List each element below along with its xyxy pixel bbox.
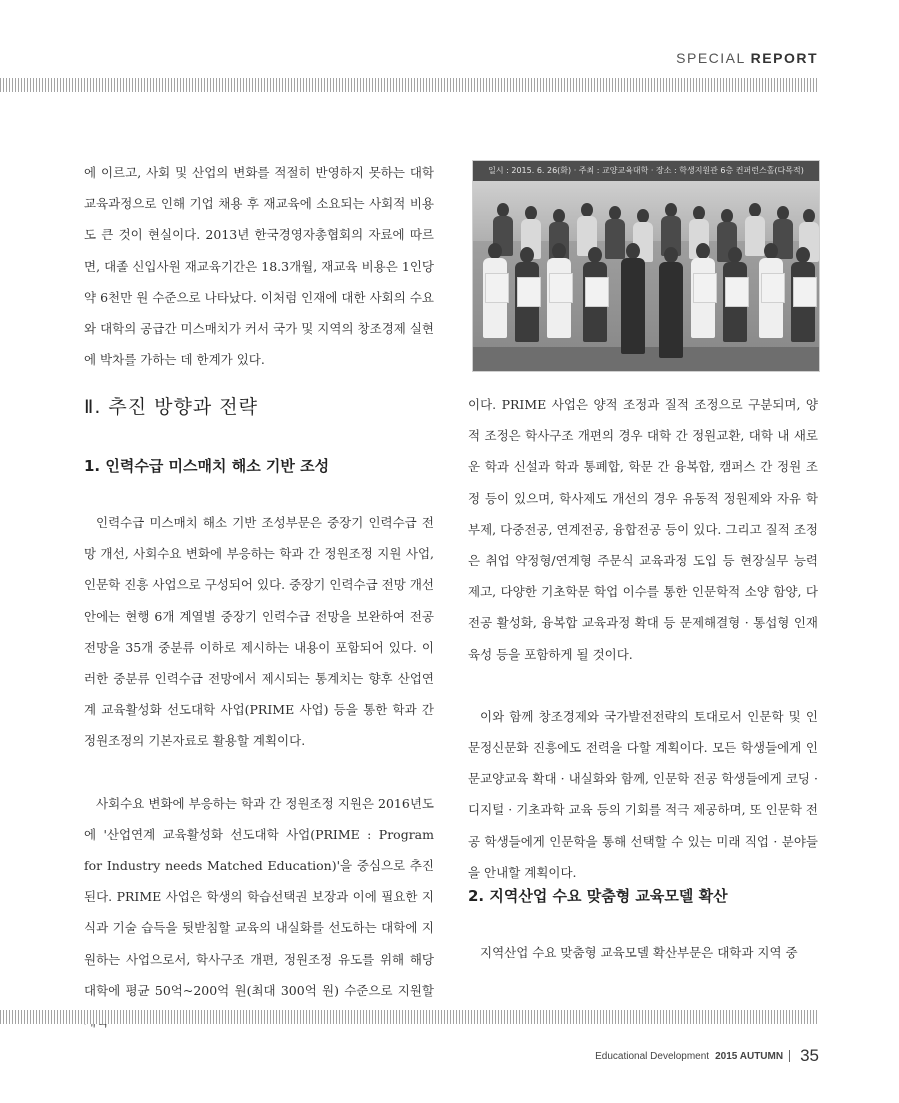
paragraph-prime-continued: 이다. PRIME 사업은 양적 조정과 질적 조정으로 구분되며, 양적 조정은 학사구조 개편의 경우 대학 간 정원교환, 대학 내 새로운 학과 신설과 학과 통폐합, 학문 간 융복합, 캠퍼스 간 정원 조정 등이 있으며, 학사제도 개선의 경우 유동적 정원제와 자유 학부제, 다중전공, 연계전공, 융합전공 등이 있다. 그리고 질적 조정은 취업 약정형/연계형 주문식 교육과정 도입 등 현장실무 능력 제고, 다양한 기초학문 학업 이수를 통한 인문학적 소양 함양, 다전공 활성화, 융복합 교육과정 확대 등 문제해결형 · 통섭형 인재 육성 등을 포함하게 될 것이다. — [468, 397, 818, 662]
section-title: Ⅱ. 추진 방향과 전략 — [84, 396, 258, 418]
page-number: 35 — [800, 1046, 819, 1065]
paragraph-humanities: 이와 함께 창조경제와 국가발전전략의 토대로서 인문학 및 인문정신문화 진흥에도 전력을 다할 계획이다. 모든 학생들에게 인문교양교육 확대 · 내실화와 함께, 인문학 전공 학생들에게 코딩 · 디지털 · 기초과학 교육 등의 기회를 적극 제공하며, 또 인문학 전공 학생들에게 인문학을 통해 선택할 수 있는 미래 직업 · 분야들을 안내할 계획이다. — [468, 708, 818, 880]
photo-certificate — [485, 273, 509, 303]
right-column-tail — [468, 937, 818, 968]
subsection-2-title: 2. 지역산업 수요 맞춤형 교육모델 확산 — [468, 887, 728, 905]
left-column-body — [84, 507, 434, 1037]
photo-certificate — [761, 273, 785, 303]
right-column-body — [468, 389, 818, 888]
paragraph-prime: 사회수요 변화에 부응하는 학과 간 정원조정 지원은 2016년도에 '산업연계 교육활성화 선도대학 사업(PRIME : Program for Industry needs Matched Education)'을 중심으로 추진된다. PRIME 사업은 학생의 학습선택권 보장과 이에 필요한 지식과 기술 습득을 뒷받침할 교육의 내실화를 선도하는 대학에 지원하는 사업으로서, 학사구조 개편, 정원조정 유도를 위해 해당 대학에 평균 50억~200억 원(최대 300억 원) 수준으로 지원할 — [84, 795, 434, 998]
header-label: SPECIAL — [676, 50, 751, 66]
bottom-stripe-divider — [0, 1010, 818, 1024]
paragraph-manpower: 인력수급 미스매치 해소 기반 조성부문은 중장기 인력수급 전망 개선, 사회수요 변화에 부응하는 학과 간 정원조정 지원 사업, 인문학 진흥 사업으로 구성되어 있다. 중장기 인력수급 전망 개선안에는 현행 6개 계열별 중장기 인력수급 전망을 보완하여 전공 전망을 35개 중분류 이하로 제시하는 내용이 포함되어 있다. 이러한 중분류 인력수급 전망에서 제시되는 통계치는 향후 산업연계 교육활성화 선도대학 사업(PRIME 사업) 등을 통한 학과 간 정원조정의 기본자료로 활용할 계획이다. — [84, 515, 434, 749]
intro-paragraph: 에 이르고, 사회 및 산업의 변화를 적절히 반영하지 못하는 대학 교육과정으로 인해 기업 채용 후 재교육에 소요되는 사회적 비용도 큰 것이 현실이다. 2013년 한국경영자총협회의 자료에 따르면, 대졸 신입사원 재교육기간은 18.3개월, 재교육 비용은 1인당 약 6천만 원 수준으로 나타났다. 이처럼 인재에 대한 사회의 수요와 대학의 공급간 미스매치가 커서 국가 및 지역의 창조경제 실현에 박차를 가하는 데 한계가 있다. — [84, 165, 434, 368]
paragraph-regional: 지역산업 수요 맞춤형 교육모델 확산부문은 대학과 지역 중 — [480, 945, 798, 960]
photo-certificate — [725, 277, 749, 307]
page-footer — [595, 1046, 819, 1066]
footer-separator — [789, 1050, 790, 1062]
section-header — [676, 50, 818, 66]
subsection-1-title: 1. 인력수급 미스매치 해소 기반 조성 — [84, 457, 330, 475]
photo-floor — [473, 347, 819, 371]
photo-certificate — [517, 277, 541, 307]
photo-certificate — [793, 277, 817, 307]
photo-banner: 일시 : 2015. 6. 26(화) · 주최 : 교양교육대학 · 장소 : 학생지원관 6층 컨퍼런스홀(다목적) — [473, 161, 819, 181]
event-photo — [472, 160, 820, 372]
top-stripe-divider — [0, 78, 818, 92]
header-label-bold: REPORT — [750, 50, 818, 66]
photo-certificate — [585, 277, 609, 307]
publication-name: Educational Development — [595, 1050, 710, 1062]
left-column-intro — [84, 157, 434, 375]
photo-certificate — [693, 273, 717, 303]
photo-certificate — [549, 273, 573, 303]
issue-season: 2015 AUTUMN — [715, 1050, 784, 1062]
